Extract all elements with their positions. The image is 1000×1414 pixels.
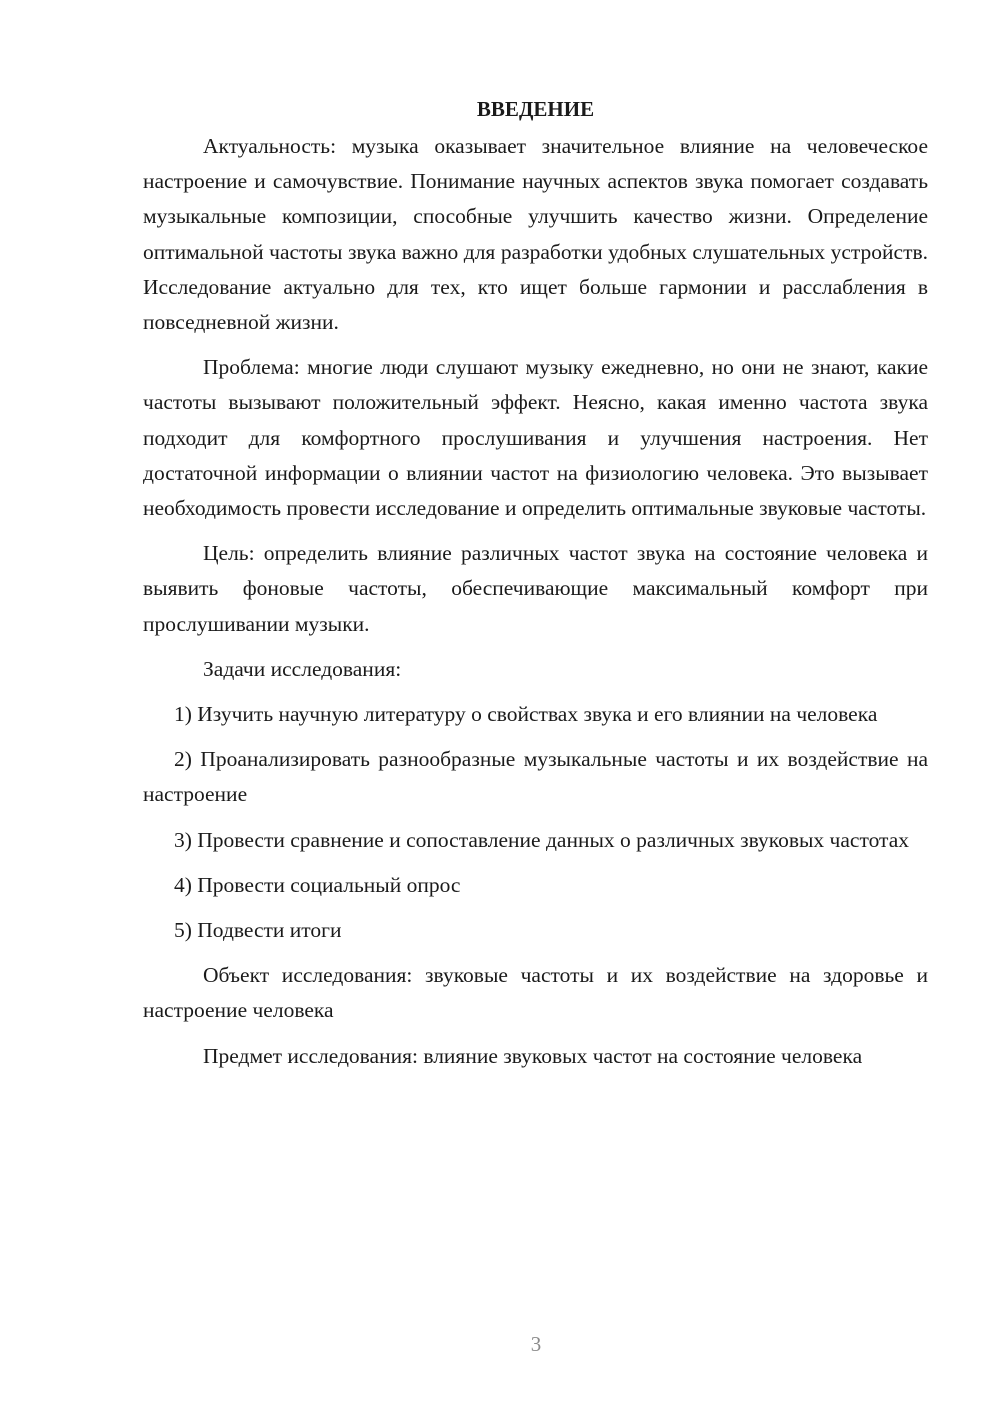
task-item-5: 5) Подвести итоги [174,918,342,943]
document-page [143,92,928,1074]
goal-paragraph: Цель: определить влияние различных частот звука на состояние человека и выявить фоновые частоты, обеспечивающие максимальный комфорт при прослушивании музыки. [143,541,928,636]
task-item-2: 2) Проанализировать разнообразные музыкальные частоты и их воздействие на настроение [143,747,928,807]
relevance-paragraph: Актуальность: музыка оказывает значительное влияние на человеческое настроение и самочувствие. Понимание научных аспектов звука помогает создавать музыкальные композиции, способные улучшить качество жизни. Определение оптимальной частоты звука важно для разработки удобных слушательных устройств. Исследование актуально для тех, кто ищет больше гармонии и расслабления в повседневной жизни. [143,134,928,335]
tasks-title: Задачи исследования: [203,656,402,681]
task-item-3: 3) Провести сравнение и сопоставление данных о различных звуковых частотах [174,827,909,852]
section-heading: ВВЕДЕНИЕ [476,97,595,121]
subject-paragraph: Предмет исследования: влияние звуковых частот на состояние человека [203,1043,863,1068]
task-item-1: 1) Изучить научную литературу о свойствах звука и его влиянии на человека [174,702,878,727]
object-paragraph: Объект исследования: звуковые частоты и их воздействие на здоровье и настроение человека [143,963,928,1023]
problem-paragraph: Проблема: многие люди слушают музыку ежедневно, но они не знают, какие частоты вызывают положительный эффект. Неясно, какая именно частота звука подходит для комфортного прослушивания и улучшения настроения. Нет достаточной информации о влиянии частот на физиологию человека. Это вызывает необходимость провести исследование и определить оптимальные звуковые частоты. [143,355,928,521]
task-item-4: 4) Провести социальный опрос [174,872,461,897]
page-number: 3 [530,1332,542,1356]
